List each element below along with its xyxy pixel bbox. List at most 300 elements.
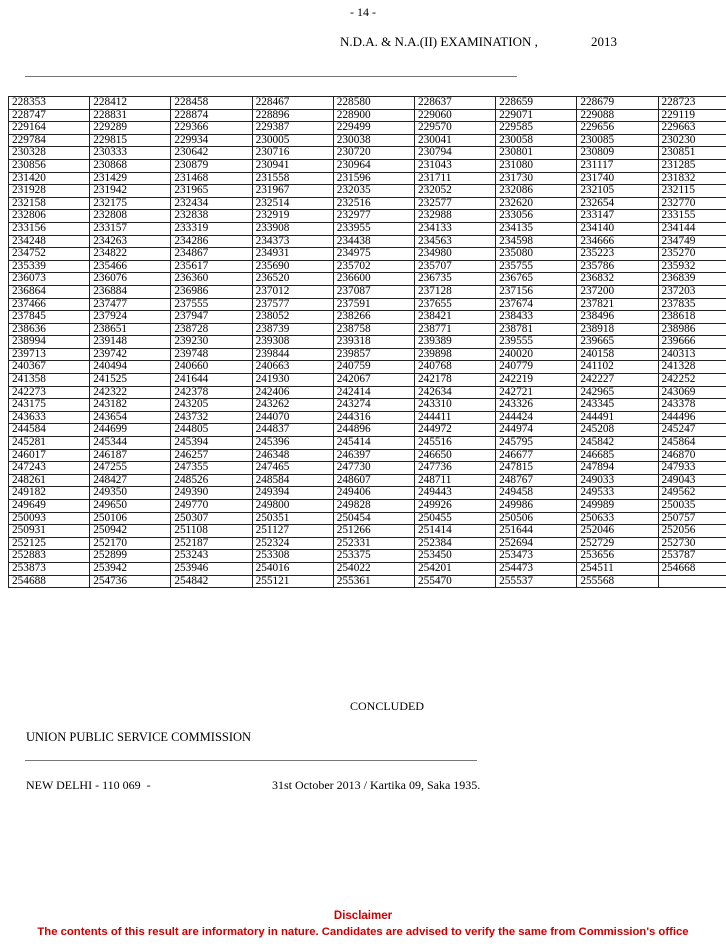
roll-number-cell: 232988 <box>414 210 495 223</box>
results-table-container <box>8 96 726 698</box>
roll-number-cell: 242252 <box>658 374 726 387</box>
roll-number-cell: 249182 <box>9 487 90 500</box>
roll-number-cell: 252331 <box>333 537 414 550</box>
roll-number-cell: 228723 <box>658 97 726 110</box>
roll-number-cell: 231285 <box>658 159 726 172</box>
roll-number-cell: 231942 <box>90 185 171 198</box>
exam-title: N.D.A. & N.A.(II) EXAMINATION , <box>340 34 538 49</box>
table-row <box>9 122 726 135</box>
roll-number-cell: 245795 <box>496 437 577 450</box>
roll-number-cell: 235617 <box>171 260 252 273</box>
roll-number-cell: 230868 <box>90 159 171 172</box>
roll-number-cell: 249458 <box>496 487 577 500</box>
roll-number-cell: 244496 <box>658 411 726 424</box>
roll-number-cell: 248767 <box>496 474 577 487</box>
roll-number-cell: 239308 <box>252 336 333 349</box>
roll-number-cell: 232175 <box>90 197 171 210</box>
table-row <box>9 248 726 261</box>
roll-number-cell: 241102 <box>577 361 658 374</box>
roll-number-cell: 243345 <box>577 399 658 412</box>
roll-number-cell: 253946 <box>171 562 252 575</box>
roll-number-cell: 239318 <box>333 336 414 349</box>
table-row <box>9 525 726 538</box>
roll-number-cell: 234563 <box>414 235 495 248</box>
roll-number-cell: 236735 <box>414 273 495 286</box>
roll-number-cell: 245864 <box>658 437 726 450</box>
roll-number-cell: 234931 <box>252 248 333 261</box>
roll-number-cell: 245394 <box>171 437 252 450</box>
roll-number-cell: 244491 <box>577 411 658 424</box>
roll-number-cell: 252729 <box>577 537 658 550</box>
table-row <box>9 172 726 185</box>
table-row <box>9 537 726 550</box>
roll-number-cell: 238496 <box>577 311 658 324</box>
table-row <box>9 374 726 387</box>
roll-number-cell: 229815 <box>90 134 171 147</box>
roll-number-cell: 234975 <box>333 248 414 261</box>
roll-number-cell: 242378 <box>171 386 252 399</box>
table-row <box>9 386 726 399</box>
roll-number-cell: 228637 <box>414 97 495 110</box>
roll-number-cell: 232514 <box>252 197 333 210</box>
roll-number-cell: 239230 <box>171 336 252 349</box>
roll-number-cell: 243732 <box>171 411 252 424</box>
roll-number-cell: 230038 <box>333 134 414 147</box>
roll-number-cell: 251414 <box>414 525 495 538</box>
roll-number-cell: 229784 <box>9 134 90 147</box>
roll-number-cell: 246187 <box>90 449 171 462</box>
roll-number-cell: 250931 <box>9 525 90 538</box>
roll-number-cell: 232115 <box>658 185 726 198</box>
roll-number-cell: 234980 <box>414 248 495 261</box>
roll-number-cell: 242634 <box>414 386 495 399</box>
table-row <box>9 323 726 336</box>
roll-number-cell: 240158 <box>577 348 658 361</box>
roll-number-cell: 230801 <box>496 147 577 160</box>
roll-number-cell: 239742 <box>90 348 171 361</box>
roll-number-cell: 254473 <box>496 562 577 575</box>
table-row <box>9 134 726 147</box>
roll-number-cell: 237577 <box>252 298 333 311</box>
roll-number-cell: 238986 <box>658 323 726 336</box>
roll-number-cell: 245414 <box>333 437 414 450</box>
roll-number-cell: 238994 <box>9 336 90 349</box>
roll-number-cell: 245842 <box>577 437 658 450</box>
roll-number-cell: 250307 <box>171 512 252 525</box>
table-row <box>9 222 726 235</box>
roll-number-cell: 230041 <box>414 134 495 147</box>
roll-number-cell: 253873 <box>9 562 90 575</box>
roll-number-cell: 236076 <box>90 273 171 286</box>
roll-number-cell: 238918 <box>577 323 658 336</box>
roll-number-cell: 247255 <box>90 462 171 475</box>
roll-number-cell: 254201 <box>414 562 495 575</box>
roll-number-cell: 252694 <box>496 537 577 550</box>
roll-number-cell: 243205 <box>171 399 252 412</box>
roll-number-cell: 254016 <box>252 562 333 575</box>
roll-number-cell: 237012 <box>252 285 333 298</box>
roll-number-cell: 230809 <box>577 147 658 160</box>
table-row <box>9 147 726 160</box>
roll-number-cell: 242178 <box>414 374 495 387</box>
roll-number-cell: 240367 <box>9 361 90 374</box>
table-row <box>9 361 726 374</box>
table-row <box>9 311 726 324</box>
roll-number-cell: 238266 <box>333 311 414 324</box>
roll-number-cell: 239713 <box>9 348 90 361</box>
roll-number-cell: 252899 <box>90 550 171 563</box>
roll-number-cell: 230941 <box>252 159 333 172</box>
table-row <box>9 298 726 311</box>
roll-number-cell: 235339 <box>9 260 90 273</box>
roll-number-cell: 233157 <box>90 222 171 235</box>
table-row <box>9 562 726 575</box>
roll-number-cell: 247933 <box>658 462 726 475</box>
table-row <box>9 474 726 487</box>
roll-number-cell: 239389 <box>414 336 495 349</box>
roll-number-cell: 231740 <box>577 172 658 185</box>
roll-number-cell: 242721 <box>496 386 577 399</box>
roll-number-cell: 248526 <box>171 474 252 487</box>
roll-number-cell: 239748 <box>171 348 252 361</box>
roll-number-cell: 233955 <box>333 222 414 235</box>
roll-number-cell: 252125 <box>9 537 90 550</box>
table-row <box>9 550 726 563</box>
signature-divider <box>25 760 477 761</box>
roll-number-cell: 234752 <box>9 248 90 261</box>
roll-number-cell: 244424 <box>496 411 577 424</box>
roll-number-cell: 243310 <box>414 399 495 412</box>
roll-number-cell: 245208 <box>577 424 658 437</box>
roll-number-cell: 240759 <box>333 361 414 374</box>
roll-number-cell: 230964 <box>333 159 414 172</box>
roll-number-cell: 244896 <box>333 424 414 437</box>
roll-number-cell: 228874 <box>171 109 252 122</box>
roll-number-cell: 230716 <box>252 147 333 160</box>
roll-number-cell: 230794 <box>414 147 495 160</box>
roll-number-cell: 231596 <box>333 172 414 185</box>
roll-number-cell: 232516 <box>333 197 414 210</box>
roll-number-cell: 232577 <box>414 197 495 210</box>
roll-number-cell: 242414 <box>333 386 414 399</box>
page-number: - 14 - <box>350 5 376 19</box>
roll-number-cell: 244837 <box>252 424 333 437</box>
roll-number-cell: 238421 <box>414 311 495 324</box>
roll-number-cell: 235702 <box>333 260 414 273</box>
table-row <box>9 109 726 122</box>
roll-number-cell: 232808 <box>90 210 171 223</box>
roll-number-cell: 231080 <box>496 159 577 172</box>
roll-number-cell: 243175 <box>9 399 90 412</box>
roll-number-cell: 229934 <box>171 134 252 147</box>
roll-number-cell: 236600 <box>333 273 414 286</box>
roll-number-cell: 242406 <box>252 386 333 399</box>
roll-number-cell: 240020 <box>496 348 577 361</box>
roll-number-cell: 235080 <box>496 248 577 261</box>
roll-number-cell: 235707 <box>414 260 495 273</box>
roll-number-cell: 233147 <box>577 210 658 223</box>
table-row <box>9 260 726 273</box>
roll-number-cell: 251108 <box>171 525 252 538</box>
roll-number-cell: 232977 <box>333 210 414 223</box>
table-row <box>9 273 726 286</box>
roll-number-cell: 251266 <box>333 525 414 538</box>
roll-number-cell: 252324 <box>252 537 333 550</box>
roll-number-cell: 249350 <box>90 487 171 500</box>
roll-number-cell: 250093 <box>9 512 90 525</box>
roll-number-cell: 252056 <box>658 525 726 538</box>
roll-number-cell: 237555 <box>171 298 252 311</box>
roll-number-cell: 231711 <box>414 172 495 185</box>
roll-number-cell: 243274 <box>333 399 414 412</box>
roll-number-cell: 234867 <box>171 248 252 261</box>
roll-number-cell: 237845 <box>9 311 90 324</box>
roll-number-cell: 237835 <box>658 298 726 311</box>
roll-number-cell: 247894 <box>577 462 658 475</box>
roll-number-cell: 249033 <box>577 474 658 487</box>
roll-number-cell: 239666 <box>658 336 726 349</box>
roll-number-cell: 237821 <box>577 298 658 311</box>
roll-number-cell: 230085 <box>577 134 658 147</box>
roll-number-cell: 249390 <box>171 487 252 500</box>
roll-number-cell: 234133 <box>414 222 495 235</box>
roll-number-cell: 228467 <box>252 97 333 110</box>
roll-number-cell: 231730 <box>496 172 577 185</box>
roll-number-cell: 237591 <box>333 298 414 311</box>
roll-number-cell: 254688 <box>9 575 90 588</box>
table-row <box>9 424 726 437</box>
roll-number-cell: 232654 <box>577 197 658 210</box>
roll-number-cell: 250633 <box>577 512 658 525</box>
table-row <box>9 336 726 349</box>
roll-number-cell: 233056 <box>496 210 577 223</box>
roll-number-cell: 229119 <box>658 109 726 122</box>
roll-number-cell: 233155 <box>658 210 726 223</box>
results-table <box>8 96 726 588</box>
roll-number-cell: 247355 <box>171 462 252 475</box>
roll-number-cell: 247815 <box>496 462 577 475</box>
roll-number-cell: 234438 <box>333 235 414 248</box>
roll-number-cell: 244070 <box>252 411 333 424</box>
roll-number-cell: 250455 <box>414 512 495 525</box>
table-row <box>9 235 726 248</box>
roll-number-cell: 246348 <box>252 449 333 462</box>
roll-number-cell: 238771 <box>414 323 495 336</box>
roll-number-cell: 253656 <box>577 550 658 563</box>
roll-number-cell: 229499 <box>333 122 414 135</box>
roll-number-cell: 228679 <box>577 97 658 110</box>
concluded-label: CONCLUDED <box>350 699 424 713</box>
roll-number-cell: 240313 <box>658 348 726 361</box>
roll-number-cell: 232838 <box>171 210 252 223</box>
roll-number-cell: 250106 <box>90 512 171 525</box>
roll-number-cell: 234248 <box>9 235 90 248</box>
table-row <box>9 159 726 172</box>
roll-number-cell: 245247 <box>658 424 726 437</box>
roll-number-cell: 234144 <box>658 222 726 235</box>
roll-number-cell: 232806 <box>9 210 90 223</box>
roll-number-cell: 253450 <box>414 550 495 563</box>
roll-number-cell: 247730 <box>333 462 414 475</box>
roll-number-cell: 236520 <box>252 273 333 286</box>
roll-number-cell: 230851 <box>658 147 726 160</box>
roll-number-cell: 234140 <box>577 222 658 235</box>
roll-number-cell: 237128 <box>414 285 495 298</box>
roll-number-cell: 228831 <box>90 109 171 122</box>
roll-number-cell: 235932 <box>658 260 726 273</box>
roll-number-cell: 239148 <box>90 336 171 349</box>
roll-number-cell: 237466 <box>9 298 90 311</box>
table-row <box>9 210 726 223</box>
roll-number-cell: 232035 <box>333 185 414 198</box>
roll-number-cell: 238739 <box>252 323 333 336</box>
roll-number-cell: 239844 <box>252 348 333 361</box>
table-row <box>9 285 726 298</box>
roll-number-cell: 250757 <box>658 512 726 525</box>
roll-number-cell: 249562 <box>658 487 726 500</box>
roll-number-cell: 242965 <box>577 386 658 399</box>
roll-number-cell: 249800 <box>252 500 333 513</box>
roll-number-cell: 238781 <box>496 323 577 336</box>
results-table-body <box>9 97 726 588</box>
roll-number-cell: 240779 <box>496 361 577 374</box>
roll-number-cell: 236986 <box>171 285 252 298</box>
roll-number-cell: 229387 <box>252 122 333 135</box>
roll-number-cell: 242322 <box>90 386 171 399</box>
roll-number-cell: 231967 <box>252 185 333 198</box>
roll-number-cell: 232919 <box>252 210 333 223</box>
roll-number-cell: 253375 <box>333 550 414 563</box>
roll-number-cell: 234373 <box>252 235 333 248</box>
roll-number-cell: 249443 <box>414 487 495 500</box>
roll-number-cell: 228458 <box>171 97 252 110</box>
roll-number-cell: 243182 <box>90 399 171 412</box>
roll-number-cell: 237156 <box>496 285 577 298</box>
roll-number-cell: 246397 <box>333 449 414 462</box>
roll-number-cell: 249828 <box>333 500 414 513</box>
commission-name: UNION PUBLIC SERVICE COMMISSION <box>26 730 252 744</box>
roll-number-cell: 229570 <box>414 122 495 135</box>
roll-number-cell: 229164 <box>9 122 90 135</box>
roll-number-cell: 255121 <box>252 575 333 588</box>
roll-number-cell: 235690 <box>252 260 333 273</box>
roll-number-cell: 250506 <box>496 512 577 525</box>
roll-number-cell: 247465 <box>252 462 333 475</box>
roll-number-cell: 253243 <box>171 550 252 563</box>
disclaimer-text: The contents of this result are informatory in nature. Candidates are advised to verify the same from Commission's office <box>37 926 689 938</box>
roll-number-cell: 241525 <box>90 374 171 387</box>
roll-number-cell: 233908 <box>252 222 333 235</box>
roll-number-cell: 244974 <box>496 424 577 437</box>
roll-number-cell: 234666 <box>577 235 658 248</box>
roll-number-cell: 235786 <box>577 260 658 273</box>
roll-number-cell: 249986 <box>496 500 577 513</box>
roll-number-cell: 255568 <box>577 575 658 588</box>
roll-number-cell: 232770 <box>658 197 726 210</box>
table-row <box>9 437 726 450</box>
roll-number-cell: 228900 <box>333 109 414 122</box>
roll-number-cell: 237655 <box>414 298 495 311</box>
roll-number-cell: 250351 <box>252 512 333 525</box>
roll-number-cell: 233319 <box>171 222 252 235</box>
roll-number-cell <box>658 575 726 588</box>
roll-number-cell: 228747 <box>9 109 90 122</box>
roll-number-cell: 249406 <box>333 487 414 500</box>
roll-number-cell: 243378 <box>658 399 726 412</box>
table-row <box>9 449 726 462</box>
roll-number-cell: 236864 <box>9 285 90 298</box>
roll-number-cell: 240660 <box>171 361 252 374</box>
roll-number-cell: 234286 <box>171 235 252 248</box>
roll-number-cell: 248261 <box>9 474 90 487</box>
roll-number-cell: 239898 <box>414 348 495 361</box>
roll-number-cell: 243654 <box>90 411 171 424</box>
roll-number-cell: 252046 <box>577 525 658 538</box>
roll-number-cell: 249649 <box>9 500 90 513</box>
roll-number-cell: 230333 <box>90 147 171 160</box>
roll-number-cell: 236839 <box>658 273 726 286</box>
roll-number-cell: 244316 <box>333 411 414 424</box>
roll-number-cell: 248607 <box>333 474 414 487</box>
roll-number-cell: 229663 <box>658 122 726 135</box>
table-row <box>9 197 726 210</box>
exam-year: 2013 <box>591 34 617 49</box>
roll-number-cell: 254668 <box>658 562 726 575</box>
roll-number-cell: 232052 <box>414 185 495 198</box>
roll-number-cell: 238618 <box>658 311 726 324</box>
roll-number-cell: 255470 <box>414 575 495 588</box>
roll-number-cell: 248584 <box>252 474 333 487</box>
roll-number-cell: 243633 <box>9 411 90 424</box>
roll-number-cell: 237087 <box>333 285 414 298</box>
roll-number-cell: 254022 <box>333 562 414 575</box>
roll-number-cell: 234598 <box>496 235 577 248</box>
roll-number-cell: 249043 <box>658 474 726 487</box>
roll-number-cell: 245516 <box>414 437 495 450</box>
roll-number-cell: 236884 <box>90 285 171 298</box>
roll-number-cell: 252384 <box>414 537 495 550</box>
roll-number-cell: 231965 <box>171 185 252 198</box>
issue-date: 31st October 2013 / Kartika 09, Saka 1935. <box>272 778 481 792</box>
roll-number-cell: 246870 <box>658 449 726 462</box>
roll-number-cell: 237203 <box>658 285 726 298</box>
roll-number-cell: 230058 <box>496 134 577 147</box>
roll-number-cell: 232158 <box>9 197 90 210</box>
roll-number-cell: 243262 <box>252 399 333 412</box>
roll-number-cell: 249770 <box>171 500 252 513</box>
roll-number-cell: 241930 <box>252 374 333 387</box>
roll-number-cell: 231832 <box>658 172 726 185</box>
roll-number-cell: 244411 <box>414 411 495 424</box>
roll-number-cell: 228412 <box>90 97 171 110</box>
roll-number-cell: 240494 <box>90 361 171 374</box>
roll-number-cell: 231928 <box>9 185 90 198</box>
roll-number-cell: 228353 <box>9 97 90 110</box>
roll-number-cell: 234263 <box>90 235 171 248</box>
roll-number-cell: 229071 <box>496 109 577 122</box>
roll-number-cell: 252187 <box>171 537 252 550</box>
roll-number-cell: 231420 <box>9 172 90 185</box>
roll-number-cell: 244972 <box>414 424 495 437</box>
roll-number-cell: 234822 <box>90 248 171 261</box>
roll-number-cell: 254842 <box>171 575 252 588</box>
roll-number-cell: 242273 <box>9 386 90 399</box>
roll-number-cell: 234135 <box>496 222 577 235</box>
roll-number-cell: 246650 <box>414 449 495 462</box>
roll-number-cell: 252730 <box>658 537 726 550</box>
roll-number-cell: 249394 <box>252 487 333 500</box>
table-row <box>9 97 726 110</box>
